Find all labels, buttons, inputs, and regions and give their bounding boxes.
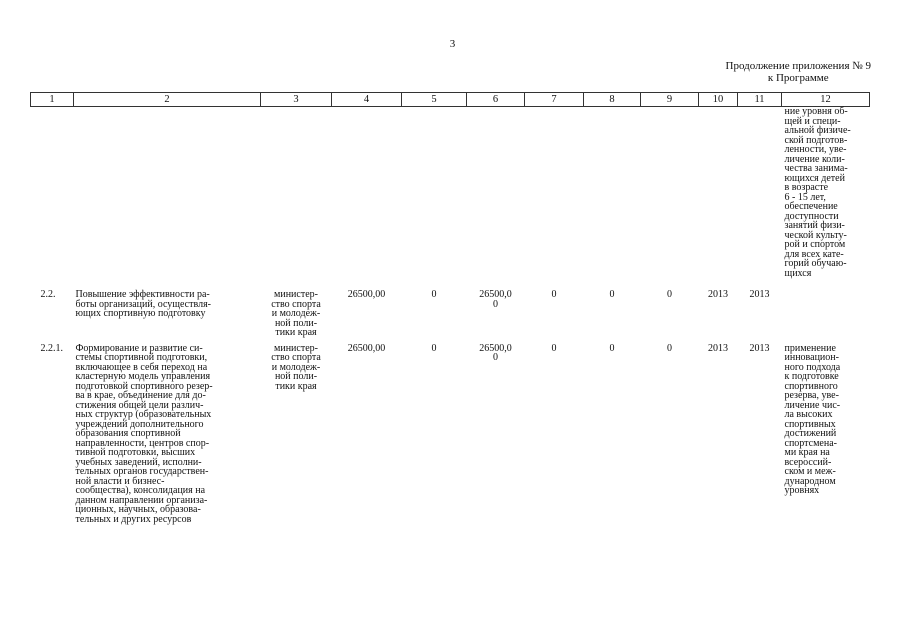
row-name: Повышение эффективности ра- боты организаций, осуществля- ющих спортивную подготовку xyxy=(75,289,211,319)
program-table xyxy=(30,92,870,524)
row-col6: 26500,0 0 xyxy=(479,289,512,310)
column-header: 4 xyxy=(332,93,402,107)
row-col9: 0 xyxy=(667,289,672,300)
row-result xyxy=(782,290,870,338)
column-header: 8 xyxy=(584,93,641,107)
continuation-heading xyxy=(726,60,871,84)
table-row xyxy=(31,290,870,338)
row-col9: 0 xyxy=(667,342,672,354)
row-total: 26500,00 xyxy=(347,342,386,354)
continuation-line-1: Продолжение приложения № 9 xyxy=(725,60,871,72)
continuation-line-2: к Программе xyxy=(767,72,829,84)
row-number: 2.2.1. xyxy=(40,342,63,354)
row-start-year: 2013 xyxy=(708,289,728,300)
column-header: 11 xyxy=(738,93,782,107)
row-executor: министер- ство спорта и молодеж- ной поли- тики края xyxy=(271,342,321,392)
row-executor: министер- ство спорта и молодеж- ной поли- тики края xyxy=(271,289,321,338)
column-header: 10 xyxy=(699,93,738,107)
row-col8: 0 xyxy=(609,289,615,300)
row-result: применение инновацион- ного подхода к подготовке спортивного резерва, уве- личение чис- ла высоких спортивных достижений спортсмена- ми края на всероссий- ском и меж- дународном уровнях xyxy=(784,342,841,496)
page-number: 3 xyxy=(449,38,456,50)
row-col8: 0 xyxy=(609,342,615,354)
row-total: 26500,00 xyxy=(347,289,386,300)
column-header: 6 xyxy=(467,93,525,107)
column-header: 12 xyxy=(782,93,870,107)
column-header: 5 xyxy=(402,93,467,107)
row-col7: 0 xyxy=(551,289,557,300)
column-header: 7 xyxy=(525,93,584,107)
row-col6: 26500,0 0 xyxy=(479,342,512,363)
table-row xyxy=(31,344,870,525)
row-end-year: 2013 xyxy=(749,342,770,354)
row-col5: 0 xyxy=(431,342,437,354)
carryover-row xyxy=(31,107,870,279)
column-header-row xyxy=(31,93,870,107)
row-col7: 0 xyxy=(551,342,557,354)
column-header: 2 xyxy=(74,93,261,107)
column-header: 3 xyxy=(261,93,332,107)
column-header: 1 xyxy=(31,93,74,107)
row-start-year: 2013 xyxy=(708,342,728,354)
row-end-year: 2013 xyxy=(749,289,770,300)
row-number: 2.2. xyxy=(40,289,56,300)
row-name: Формирование и развитие си- стемы спортивной подготовки, включающее в себя переход на кластерную модель управления подготовкой спортивного резер- ва в крае, объединение для до- стижения общей цели различ- ных структур (образовательных учреждений дополнительного образования спортивной направленности, центров спор- тивной подготовки, высших учебных заведений, исполни- тельных органов государствен- ной власти и бизнес- сообщества), консолидация на данном направлении организа- ционных, научных, образова- тельных и других ресурсов xyxy=(75,342,213,525)
column-header: 9 xyxy=(641,93,699,107)
carryover-result-text: ние уровня об- щей и специ- альной физиче- ской подготов- ленности, уве- личение коли- чества занима- ющихся детей в возрасте 6 - 15 лет, обеспечение доступности занятий физи- ческой культу- рой и спортом для всех кате- горий обучаю- щихся xyxy=(784,106,851,279)
row-col5: 0 xyxy=(431,289,437,300)
